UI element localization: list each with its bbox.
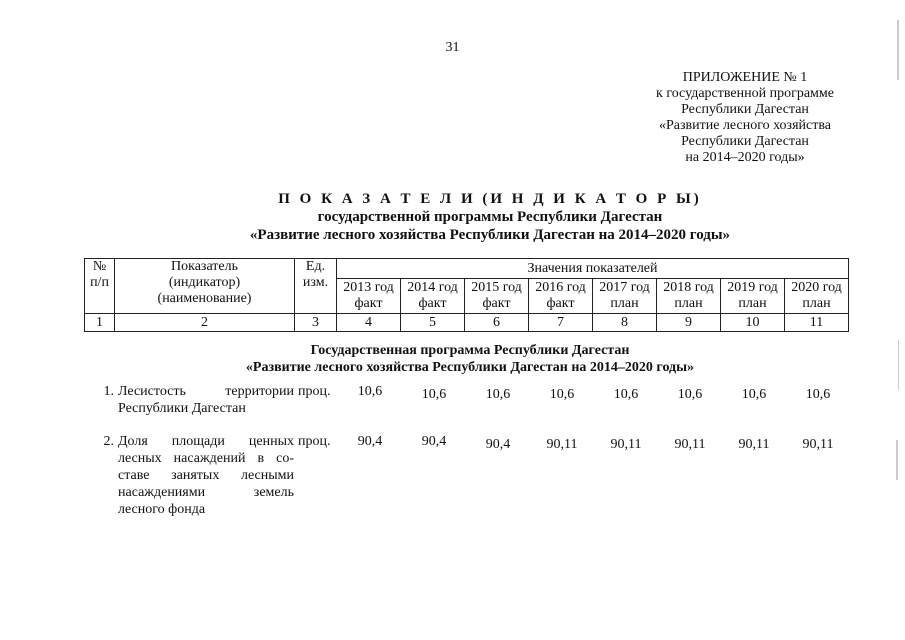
year-label: 2020 год <box>791 280 842 295</box>
indicators-table-header <box>84 258 849 332</box>
row-name-line: насаждениями земель <box>118 485 294 500</box>
header-number-line: № <box>92 259 107 274</box>
column-number: 10 <box>721 314 785 332</box>
row-name-line: Республики Дагестан <box>118 401 246 416</box>
year-kind: факт <box>546 296 575 311</box>
header-unit-line: изм. <box>302 275 329 290</box>
year-kind: план <box>674 296 703 311</box>
appendix-line: к государственной программе <box>656 86 834 101</box>
header-unit <box>295 259 337 314</box>
row-value: 90,4 <box>421 434 447 449</box>
row-value: 90,11 <box>802 437 834 452</box>
year-label: 2018 год <box>663 280 714 295</box>
year-header <box>593 279 657 314</box>
row-unit: проц. <box>298 384 331 399</box>
year-label: 2017 год <box>599 280 650 295</box>
year-header <box>401 279 465 314</box>
row-name <box>118 433 294 518</box>
title-line3: «Развитие лесного хозяйства Республики Дагестан на 2014–2020 годы» <box>249 227 731 243</box>
row-value: 90,11 <box>546 437 578 452</box>
header-number <box>85 259 115 314</box>
row-value: 10,6 <box>805 387 831 402</box>
header-indicator-line: (наименование) <box>157 291 252 306</box>
year-kind: факт <box>354 296 383 311</box>
year-header <box>529 279 593 314</box>
row-value: 10,6 <box>357 384 383 399</box>
row-name-line: Лесистость территории <box>118 384 294 399</box>
row-number: 2. <box>103 434 114 449</box>
indicator-row <box>84 383 856 423</box>
column-number: 9 <box>657 314 721 332</box>
row-value: 10,6 <box>485 387 511 402</box>
appendix-line: «Развитие лесного хозяйства <box>658 118 831 133</box>
column-number: 6 <box>465 314 529 332</box>
header-values: Значения показателей <box>337 259 849 279</box>
column-number: 7 <box>529 314 593 332</box>
year-label: 2013 год <box>343 280 394 295</box>
row-value: 10,6 <box>421 387 447 402</box>
section-heading <box>84 342 856 376</box>
row-unit: проц. <box>298 434 331 449</box>
header-indicator-line: (индикатор) <box>168 275 241 290</box>
document-title <box>0 190 905 244</box>
row-value: 10,6 <box>613 387 639 402</box>
year-label: 2016 год <box>535 280 586 295</box>
appendix-line: Республики Дагестан <box>681 102 809 117</box>
row-value: 90,4 <box>357 434 383 449</box>
year-header <box>785 279 849 314</box>
year-kind: план <box>802 296 831 311</box>
year-header <box>465 279 529 314</box>
row-name-line: лесного фонда <box>118 502 206 517</box>
appendix-line: на 2014–2020 годы» <box>685 150 805 165</box>
row-value: 90,11 <box>738 437 770 452</box>
column-number: 8 <box>593 314 657 332</box>
column-number: 3 <box>295 314 337 332</box>
year-label: 2019 год <box>727 280 778 295</box>
header-indicator <box>115 259 295 314</box>
row-value: 90,11 <box>674 437 706 452</box>
row-value: 90,11 <box>610 437 642 452</box>
year-kind: факт <box>482 296 511 311</box>
row-value: 90,4 <box>485 437 511 452</box>
row-value: 10,6 <box>677 387 703 402</box>
row-number: 1. <box>103 384 114 399</box>
column-number: 4 <box>337 314 401 332</box>
page-number: 31 <box>445 40 460 55</box>
title-main: П О К А З А Т Е Л И (И Н Д И К А Т О Р Ы) <box>278 191 702 207</box>
year-header <box>657 279 721 314</box>
scan-artifact <box>898 340 899 390</box>
appendix-line: ПРИЛОЖЕНИЕ № 1 <box>682 70 808 85</box>
title-line2: государственной программы Республики Дагестан <box>317 209 663 225</box>
row-name-line: ставе занятых лесными <box>118 468 294 483</box>
header-number-line: п/п <box>90 275 109 290</box>
header-unit-line: Ед. <box>305 259 326 274</box>
scan-artifact <box>896 440 898 480</box>
year-kind: факт <box>418 296 447 311</box>
indicator-row <box>84 433 856 523</box>
header-indicator-line: Показатель <box>171 259 238 274</box>
column-number: 11 <box>785 314 849 332</box>
column-number: 5 <box>401 314 465 332</box>
year-header <box>721 279 785 314</box>
section-line1: Государственная программа Республики Дагестан <box>310 343 630 358</box>
appendix-note <box>600 70 890 166</box>
row-name-line: Доля площади ценных <box>118 434 294 449</box>
appendix-line: Республики Дагестан <box>681 134 809 149</box>
year-header <box>337 279 401 314</box>
year-kind: план <box>738 296 767 311</box>
column-number: 1 <box>85 314 115 332</box>
year-label: 2015 год <box>471 280 522 295</box>
scan-artifact <box>897 20 899 80</box>
row-value: 10,6 <box>549 387 575 402</box>
section-line2: «Развитие лесного хозяйства Республики Дагестан на 2014–2020 годы» <box>245 360 695 375</box>
year-label: 2014 год <box>407 280 458 295</box>
year-kind: план <box>610 296 639 311</box>
row-name <box>118 383 294 417</box>
row-name-line: лесных насаждений в со- <box>118 451 294 466</box>
row-value: 10,6 <box>741 387 767 402</box>
column-number: 2 <box>115 314 295 332</box>
